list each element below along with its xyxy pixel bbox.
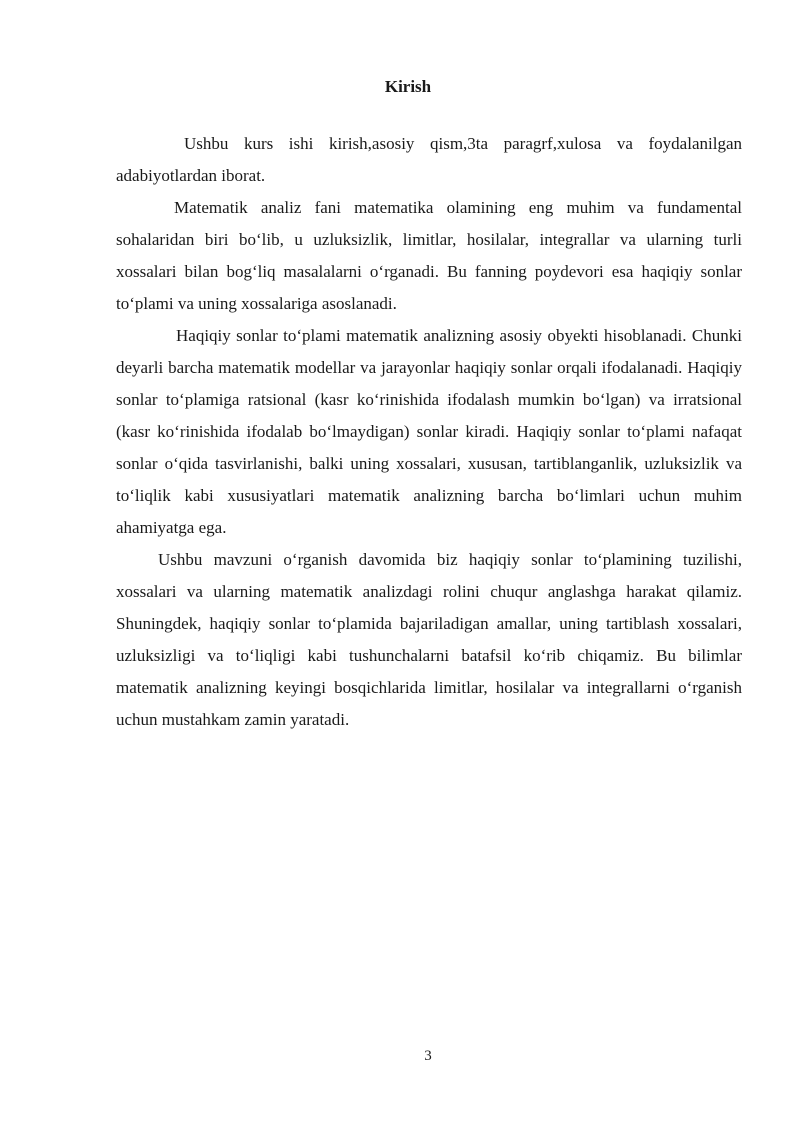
paragraph-analysis-intro: Matematik analiz fani matematika olamining eng muhim va fundamental sohalaridan biri bo‘lib, u uzluksizlik, limitlar, hosilalar, integrallar va ularning turli xossalari bilan bog‘liq masalalarni o‘rganadi. Bu fanning poydevori esa haqiqiy sonlar to‘plami va uning xossalariga asoslanadi. — [116, 198, 742, 313]
document-body — [116, 128, 742, 736]
paragraph-course-structure: Ushbu kurs ishi kirish,asosiy qism,3ta paragrf,xulosa va foydalanilgan adabiyotlardan iborat. — [116, 134, 742, 185]
paragraph-study-goals: Ushbu mavzuni o‘rganish davomida biz haqiqiy sonlar to‘plamining tuzilishi, xossalari va ularning matematik analizdagi rolini chuqur anglashga harakat qilamiz. Shuningdek, haqiqiy sonlar to‘plamida bajariladigan amallar, uning tartiblash xossalari, uzluksizligi va to‘liqligi kabi tushunchalarni batafsil ko‘rib chiqamiz. Bu bilimlar matematik analizning keyingi bosqichlarida limitlar, hosilalar va integrallarni o‘rganish uchun mustahkam zamin yaratadi. — [116, 550, 742, 729]
paragraph-real-numbers: Haqiqiy sonlar to‘plami matematik analizning asosiy obyekti hisoblanadi. Chunki deyarli barcha matematik modellar va jarayonlar haqiqiy sonlar orqali ifodalanadi. Haqiqiy sonlar to‘plamiga ratsional (kasr ko‘rinishida ifodalash mumkin bo‘lgan) va irratsional (kasr ko‘rinishida ifodalab bo‘lmaydigan) sonlar kiradi. Haqiqiy sonlar to‘plami nafaqat sonlar o‘qida tasvirlanishi, balki uning xossalari, xususan, tartiblanganlik, uzluksizlik va to‘liqlik kabi xususiyatlari matematik analizning barcha bo‘limlari uchun muhim ahamiyatga ega. — [116, 326, 742, 537]
page-title: Kirish — [384, 77, 432, 96]
page-number: 3 — [424, 1048, 432, 1064]
